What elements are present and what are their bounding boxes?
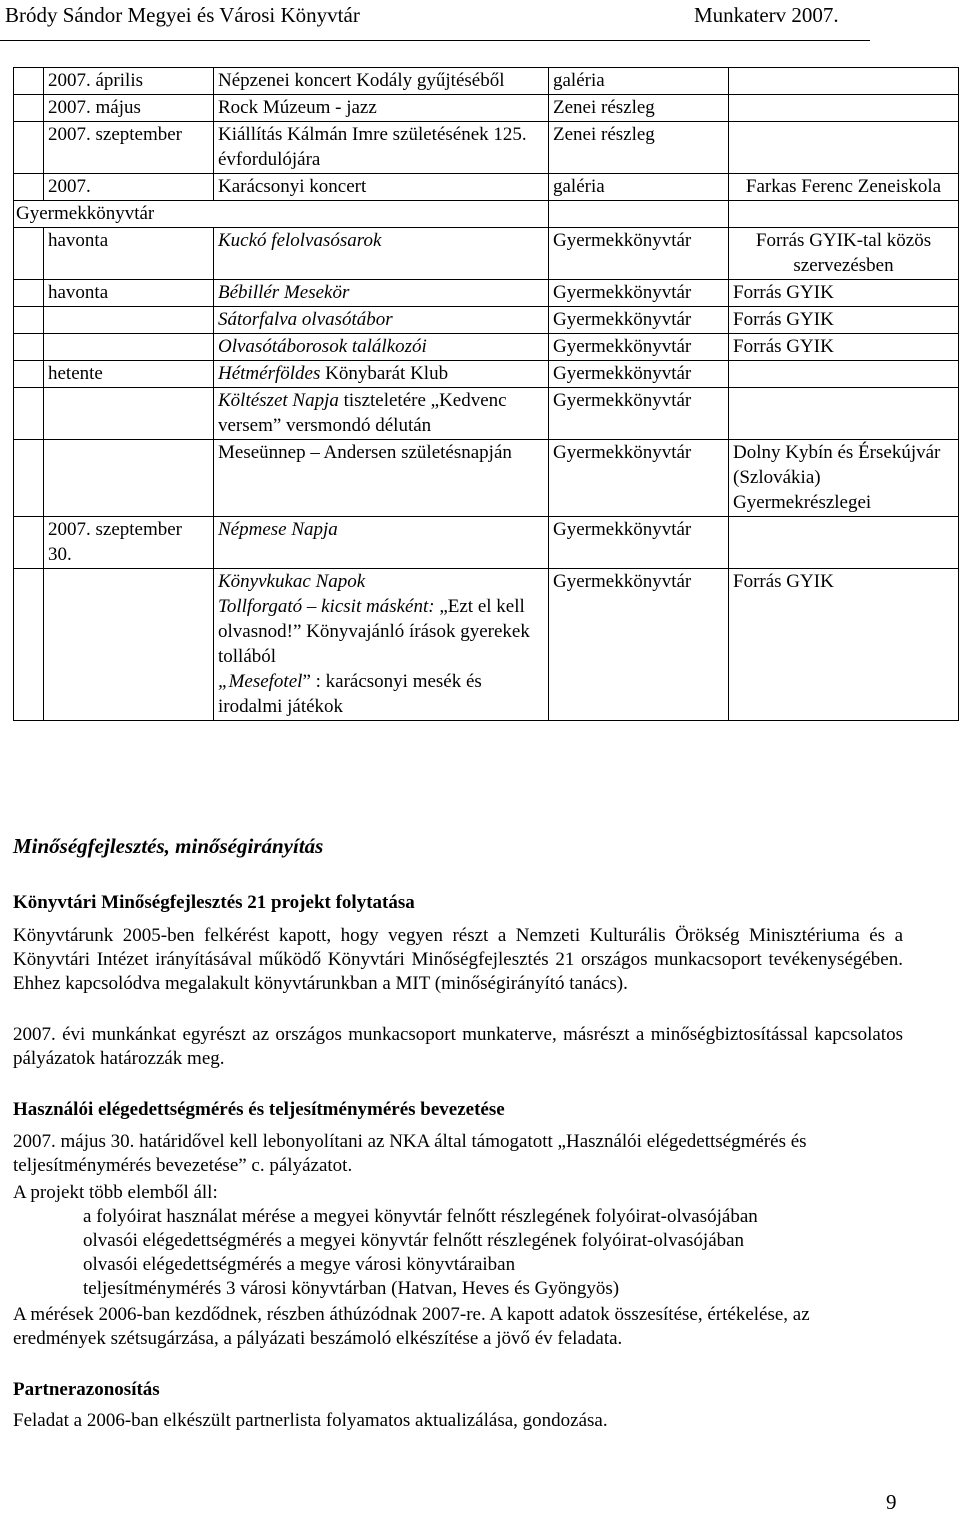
partner-cell: Farkas Ferenc Zeneiskola [729, 174, 959, 201]
place-cell: galéria [549, 68, 729, 95]
date-cell: 2007. április [44, 68, 214, 95]
partner-cell: Forrás GYIK [729, 334, 959, 361]
partner-cell [729, 122, 959, 174]
event-cell: Könyvkukac Napok Tollforgató – kicsit másként: „Ezt el kell olvasnod!” Könyvajánló írások gyerekek tollából „Mesefotel” : karácsonyi mesék és irodalmi játékok [214, 569, 549, 721]
table-row [14, 95, 959, 122]
event-cell: Népmese Napja [214, 517, 549, 569]
table-row [14, 280, 959, 307]
date-cell: havonta [44, 280, 214, 307]
place-cell: Gyermekkönyvtár [549, 334, 729, 361]
place-cell: Gyermekkönyvtár [549, 228, 729, 280]
partner-paragraph: Feladat a 2006-ban elkészült partnerlista folyamatos aktualizálása, gondozása. [13, 1410, 608, 1431]
partner-cell: Forrás GYIK-tal közös szervezésben [729, 228, 959, 280]
table-row [14, 68, 959, 95]
partner-cell: Forrás GYIK [729, 307, 959, 334]
section-row [14, 201, 959, 228]
header-doc-title: Munkaterv 2007. [694, 3, 839, 27]
date-cell: hetente [44, 361, 214, 388]
list-item: olvasói elégedettségmérés a megyei könyvtár felnőtt részlegének folyóirat-olvasójában [83, 1230, 745, 1251]
place-cell: galéria [549, 174, 729, 201]
date-cell [44, 388, 214, 440]
place-cell: Gyermekkönyvtár [549, 280, 729, 307]
partner-cell [729, 95, 959, 122]
event-cell: Népzenei koncert Kodály gyűjtéséből [214, 68, 549, 95]
project2-list [13, 1205, 960, 1301]
event-cell: Sátorfalva olvasótábor [214, 307, 549, 334]
table-row [14, 122, 959, 174]
table-row [14, 334, 959, 361]
event-cell: Olvasótáborosok találkozói [214, 334, 549, 361]
project1-paragraph-2: 2007. évi munkánkat egyrészt az országos munkacsoport munkaterve, másrészt a minőségbiztosítással kapcsolatos pályázatok határozzák meg. [13, 1024, 903, 1069]
event-cell: Rock Múzeum - jazz [214, 95, 549, 122]
quality-section-title: Minőségfejlesztés, minőségirányítás [13, 834, 324, 858]
place-cell: Gyermekkönyvtár [549, 440, 729, 517]
table-row [14, 517, 959, 569]
date-cell: 2007. szeptember 30. [44, 517, 214, 569]
partner-cell [729, 68, 959, 95]
partner-cell [729, 388, 959, 440]
place-cell: Gyermekkönyvtár [549, 361, 729, 388]
event-cell: Meseünnep – Andersen születésnapján [214, 440, 549, 517]
event-cell: Karácsonyi koncert [214, 174, 549, 201]
section-label-childrens-library: Gyermekkönyvtár [14, 201, 549, 228]
page-number: 9 [886, 1490, 897, 1514]
project2-title: Használói elégedettségmérés és teljesítménymérés bevezetése [13, 1099, 505, 1120]
list-item: teljesítménymérés 3 városi könyvtárban (Hatvan, Heves és Gyöngyös) [83, 1278, 620, 1299]
project1-paragraph: Könyvtárunk 2005-ben felkérést kapott, hogy vegyen részt a Nemzeti Kulturális Örökség Minisztériuma és a Könyvtári Intézet irányításával működő Könyvtári Minőségfejlesztés 21 országos munkacsoport tevékenységében. Ehhez kapcsolódva megalakult könyvtárunkban a MIT (minőségirányító tanács). [13, 925, 903, 994]
date-cell [44, 440, 214, 517]
table-row [14, 174, 959, 201]
place-cell: Zenei részleg [549, 122, 729, 174]
date-cell: 2007. szeptember [44, 122, 214, 174]
page-header [0, 0, 870, 41]
place-cell: Gyermekkönyvtár [549, 307, 729, 334]
event-cell: Bébillér Mesekör [214, 280, 549, 307]
event-cell: Kiállítás Kálmán Imre születésének 125. évfordulójára [214, 122, 549, 174]
date-cell [44, 334, 214, 361]
project1-title: Könyvtári Minőségfejlesztés 21 projekt folytatása [13, 892, 415, 913]
partner-cell: Forrás GYIK [729, 569, 959, 721]
project2-intro: A projekt több elemből áll: [13, 1182, 218, 1203]
table-row [14, 440, 959, 517]
partner-cell [729, 517, 959, 569]
table-row [14, 228, 959, 280]
table-row [14, 388, 959, 440]
partner-section-title: Partnerazonosítás [13, 1379, 160, 1400]
event-cell: Kuckó felolvasósarok [214, 228, 549, 280]
partner-cell [729, 361, 959, 388]
list-item: a folyóirat használat mérése a megyei könyvtár felnőtt részlegének folyóirat-olvasójában [83, 1206, 758, 1227]
place-cell: Gyermekkönyvtár [549, 517, 729, 569]
date-cell: havonta [44, 228, 214, 280]
table-row [14, 307, 959, 334]
partner-cell: Dolny Kybín és Érsekújvár (Szlovákia) Gyermekrészlegei [729, 440, 959, 517]
event-schedule-table [13, 67, 959, 721]
partner-cell: Forrás GYIK [729, 280, 959, 307]
place-cell: Zenei részleg [549, 95, 729, 122]
date-cell [44, 569, 214, 721]
date-cell: 2007. [44, 174, 214, 201]
list-item: olvasói elégedettségmérés a megye városi könyvtáraiban [83, 1254, 516, 1275]
project2-paragraph-2: A mérések 2006-ban kezdődnek, részben áthúzódnak 2007-re. A kapott adatok összesítése, értékelése, az eredmények szétsugárzása, a pályázati beszámoló elkészítése a jövő év feladata. [13, 1304, 810, 1349]
project2-paragraph: 2007. május 30. határidővel kell lebonyolítani az NKA által támogatott „Használói elégedettségmérés és teljesítménymérés bevezetése” c. pályázatot. [13, 1131, 807, 1176]
place-cell: Gyermekkönyvtár [549, 569, 729, 721]
place-cell: Gyermekkönyvtár [549, 388, 729, 440]
table-row [14, 361, 959, 388]
date-cell [44, 307, 214, 334]
event-cell: Költészet Napja tiszteletére „Kedvenc versem” versmondó délután [214, 388, 549, 440]
table-row [14, 569, 959, 721]
event-cell: Hétmérföldes Könybarát Klub [214, 361, 549, 388]
date-cell: 2007. május [44, 95, 214, 122]
header-library-name: Bródy Sándor Megyei és Városi Könyvtár [5, 3, 360, 27]
